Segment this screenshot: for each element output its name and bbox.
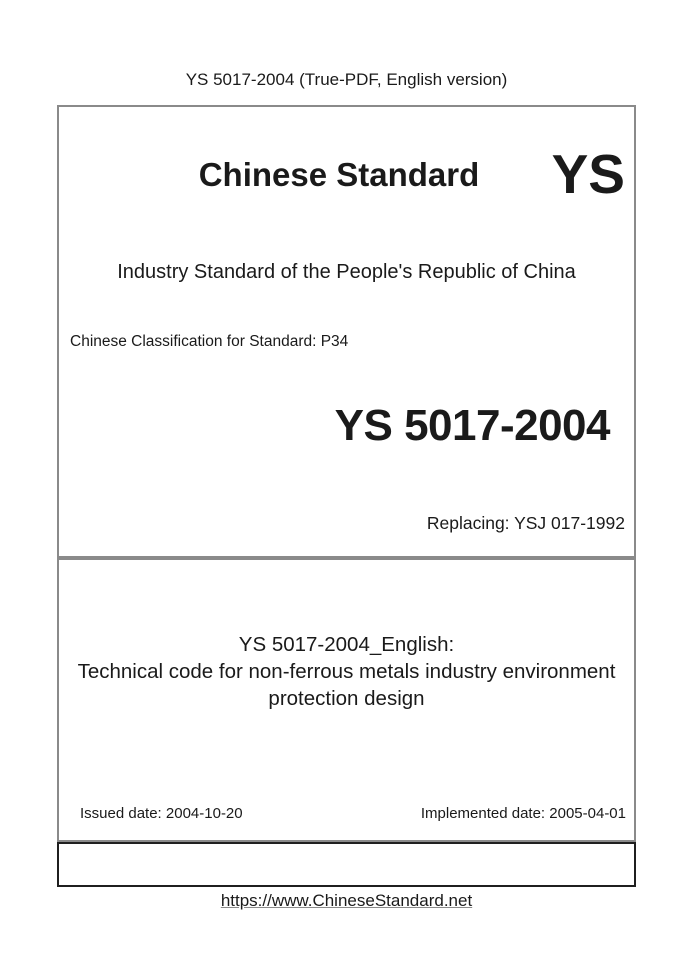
footer-link-container: [0, 891, 693, 911]
standard-type-line: Industry Standard of the People's Republic of China: [117, 261, 576, 283]
standard-number: YS 5017-2004: [334, 401, 610, 450]
document-title: [59, 631, 634, 712]
issued-date: Issued date: 2004-10-20: [80, 804, 243, 822]
classification-label: Chinese Classification for Standard: P34: [70, 333, 349, 350]
brand-title: Chinese Standard: [198, 156, 480, 193]
footer-empty-box: [57, 842, 636, 887]
replacing-note: Replacing: YSJ 017-1992: [426, 513, 625, 533]
cover-box: [57, 105, 636, 558]
document-header-label: YS 5017-2004 (True-PDF, English version): [185, 70, 508, 89]
title-box: [57, 558, 636, 842]
brand-code: YS: [551, 143, 625, 205]
title-line-2: Technical code for non-ferrous metals industry environment: [77, 660, 616, 683]
dates-row: [80, 805, 626, 822]
title-line-3: protection design: [268, 687, 425, 710]
title-line-1: YS 5017-2004_English:: [238, 633, 455, 656]
footer-link[interactable]: https://www.ChineseStandard.net: [220, 891, 473, 910]
implemented-date: Implemented date: 2005-04-01: [420, 804, 626, 822]
